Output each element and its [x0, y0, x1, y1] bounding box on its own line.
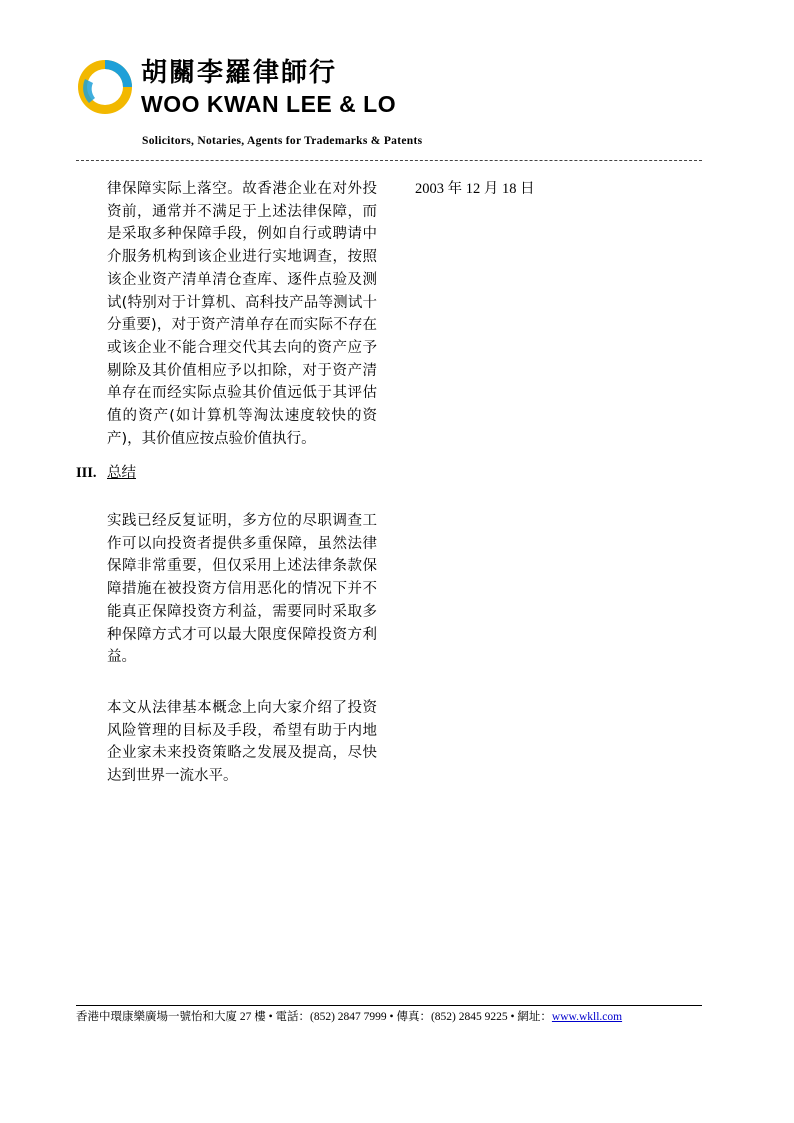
website-link[interactable]: www.wkll.com [551, 1011, 623, 1023]
section-number: III. [76, 465, 97, 481]
footer-divider [76, 1005, 702, 1006]
firm-logo [75, 57, 135, 117]
document-date: 2003 年 12 月 18 日 [415, 181, 535, 197]
firm-tagline: Solicitors, Notaries, Agents for Trademarks & Patents [142, 135, 423, 147]
footer-contact [76, 1008, 702, 1026]
firm-name-chinese: 胡關李羅律師行 [141, 58, 338, 88]
paragraph-summary: 实践已经反复证明，多方位的尽职调查工作可以向投资者提供多重保障，虽然法律保障非常重要，但仅采用上述法律条款保障措施在被投资方信用恶化的情况下并不能真正保障投资方利益，需要同时采取多种保障方式才可以最大限度保障投资方利益。 [107, 513, 377, 666]
paragraph-continued: 律保障实际上落空。故香港企业在对外投资前，通常并不满足于上述法律保障，而是采取多种保障手段，例如自行或聘请中介服务机构到该企业进行实地调查，按照该企业资产清单清仓查库、逐件点验及测试(特别对于计算机、高科技产品等测试十分重要)，对于资产清单存在而实际不存在或该企业不能合理交代其去向的资产应予剔除及其价值相应予以扣除，对于资产清单存在而经实际点验其价值远低于其评估值的资产(如计算机等淘汰速度较快的资产)，其价值应按点验价值执行。 [107, 181, 377, 447]
footer-address: 香港中環康樂廣場一號怡和大廈 27 樓 • 電話：(852) 2847 7999 • 傳真：(852) 2845 9225 • 網址： [76, 1011, 552, 1023]
paragraph-closing: 本文从法律基本概念上向大家介绍了投资风险管理的目标及手段，希望有助于内地企业家未来投资策略之发展及提高，尽快达到世界一流水平。 [107, 700, 377, 785]
section-title: 总结 [107, 465, 136, 481]
firm-name-english: WOO KWAN LEE & LO [141, 91, 397, 117]
header-divider [76, 160, 702, 161]
